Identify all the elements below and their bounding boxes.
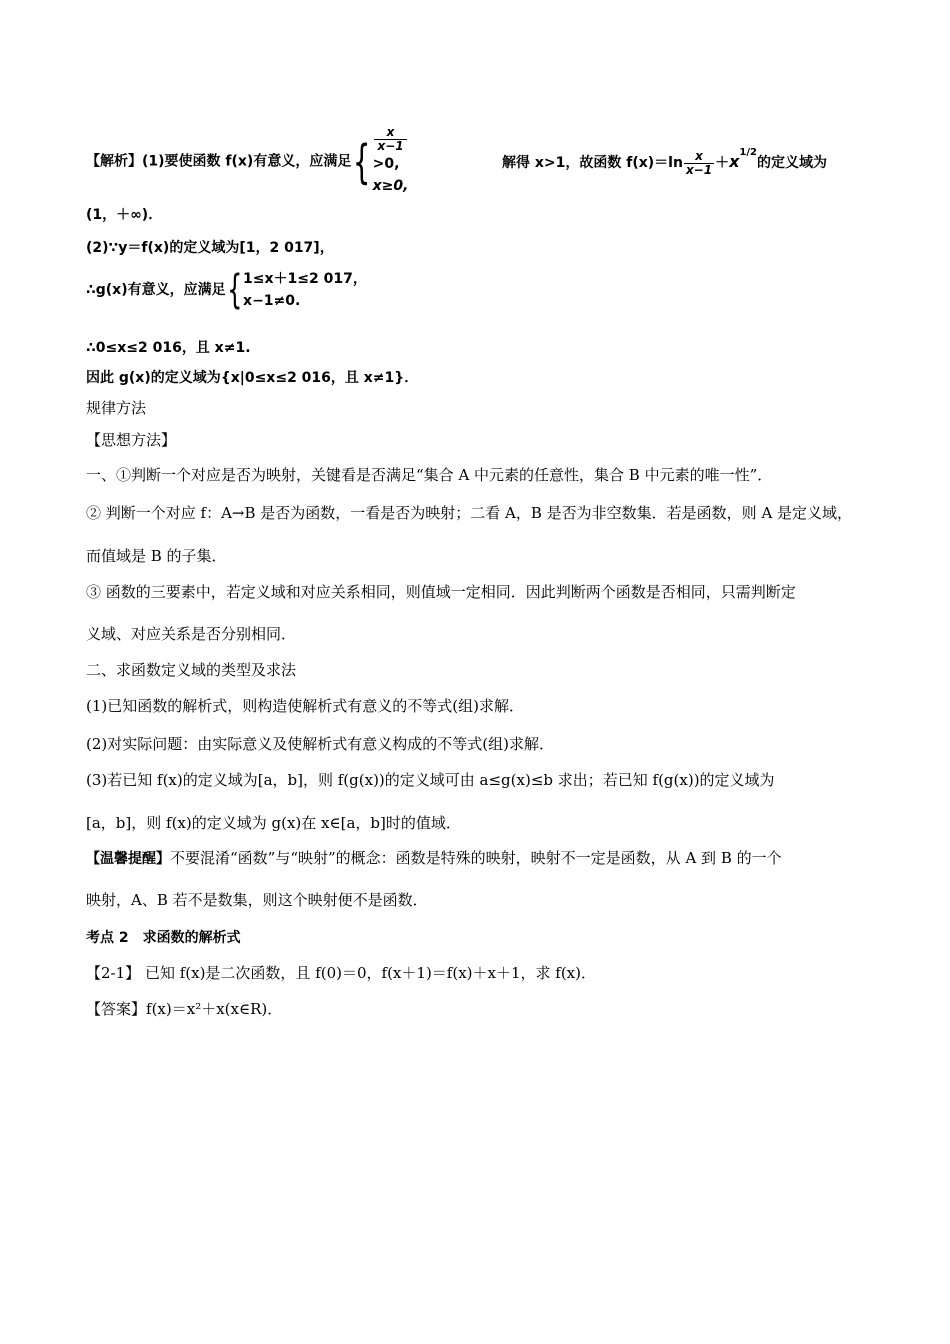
left-brace: { <box>353 134 371 189</box>
analysis-line-5: ∴0≤x≤2 016，且 x≠1. <box>86 340 251 356</box>
condition-2: x≥0, <box>372 178 409 194</box>
power-base: x <box>729 152 740 171</box>
tip-text-a: 不要混淆“函数”与“映射”的概念：函数是特殊的映射，映射不一定是函数，从 A 到 B 的一个 <box>170 849 782 867</box>
frac-denominator: x−1 <box>685 162 713 177</box>
power-exponent: 1/2 <box>739 147 757 158</box>
frac-numerator: x <box>684 150 714 164</box>
plus-sign: ＋ <box>715 155 730 171</box>
method-p7a: (3)若已知 f(x)的定义域为[a，b]，则 f(g(x))的定义域可由 a≤g(x)≤b 求出；若已知 f(g(x))的定义域为 <box>86 771 775 789</box>
condition-1 <box>373 126 409 175</box>
analysis-line-4 <box>86 266 367 314</box>
question-text: 已知 f(x)是二次函数，且 f(0)＝0，f(x＋1)＝f(x)＋x＋1，求 f(x)． <box>144 964 596 982</box>
tip-line-b: 映射，A、B 若不是数集，则这个映射便不是函数． <box>86 891 428 909</box>
method-p6: (2)对实际问题：由实际意义及使解析式有意义构成的不等式(组)求解． <box>86 735 554 753</box>
analysis-line-6: 因此 g(x)的定义域为{x|0≤x≤2 016，且 x≠1}． <box>86 370 419 386</box>
analysis-line-1 <box>86 125 409 194</box>
tip-label: 【温馨提醒】 <box>86 851 170 867</box>
method-p1: 一、①判断一个对应是否为映射，关键看是否满足“集合 A 中元素的任意性，集合 B 中元素的唯一性”． <box>86 466 773 484</box>
sys2-cond-a: 1≤x＋1≤2 017， <box>243 271 367 287</box>
answer-label: 【答案】 <box>86 1000 147 1018</box>
analysis-line-2: (1，＋∞)． <box>86 207 163 223</box>
cond1-numerator: x <box>374 126 408 140</box>
domain-tail: 的定义域为 <box>757 155 827 171</box>
answer-text: f(x)＝x²＋x(x∈R)． <box>146 1000 283 1018</box>
condition-system <box>373 126 409 197</box>
analysis-solve <box>502 126 827 182</box>
analysis-label: 【解析】 <box>86 153 142 170</box>
method-p3a: ③ 函数的三要素中，若定义域和对应关系相同，则值域一定相同．因此判断两个函数是否相同，只需判断定 <box>86 583 796 601</box>
method-p7b: [a，b]，则 f(x)的定义域为 g(x)在 x∈[a，b]时的值域． <box>86 814 461 832</box>
method-p4: 二、求函数定义域的类型及求法 <box>86 661 297 679</box>
analysis-p1-text: (1)要使函数 f(x)有意义，应满足 <box>142 153 352 170</box>
condition-system-2 <box>243 268 367 312</box>
cond1-relation: >0, <box>372 156 400 172</box>
method-p2a: ② 判断一个对应 f：A→B 是否为函数，一看是否为映射；二看 A，B 是否为非空数集．若是函数，则 A 是定义域， <box>86 504 853 522</box>
method-p5: (1)已知函数的解析式，则构造使解析式有意义的不等式(组)求解． <box>86 697 524 715</box>
sys2-cond-b: x−1≠0. <box>243 293 301 309</box>
tip-line-a <box>86 848 782 869</box>
cond1-denominator: x−1 <box>377 139 404 153</box>
analysis-line-3: (2)∵y＝f(x)的定义域为[1，2 017]， <box>86 240 334 256</box>
method-p2b: 而值域是 B 的子集． <box>86 547 227 565</box>
line4-text: ∴g(x)有意义，应满足 <box>86 282 226 298</box>
section2-heading: 考点 2 求函数的解析式 <box>86 930 241 946</box>
method-p3b: 义域、对应关系是否分别相同． <box>86 625 297 643</box>
thinking-label: 【思想方法】 <box>86 431 177 449</box>
question-line <box>86 963 596 983</box>
left-brace-2: { <box>226 267 242 313</box>
question-label: 【2-1】 <box>86 964 141 982</box>
answer-line <box>86 999 282 1019</box>
method-heading: 规律方法 <box>86 399 147 417</box>
solve-text: 解得 x>1，故函数 f(x)＝ln <box>502 155 683 171</box>
